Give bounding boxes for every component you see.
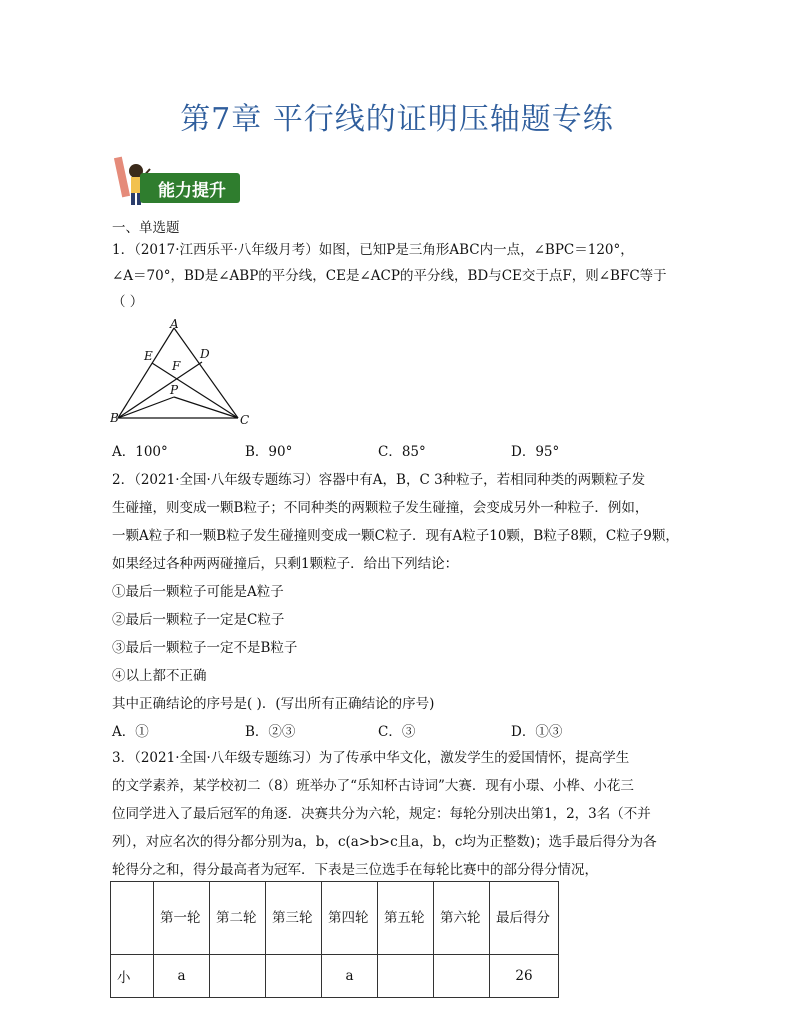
table-cell <box>378 955 434 998</box>
q2-conclusion-1: ①最后一颗粒子可能是A粒子 <box>112 584 284 600</box>
q1-line3: （ ） <box>112 294 144 310</box>
table-header-cell: 第二轮 <box>210 882 266 955</box>
label-c: C <box>240 413 250 427</box>
table-header-cell: 第六轮 <box>434 882 490 955</box>
table-header-cell: 最后得分 <box>490 882 559 955</box>
table-cell: 26 <box>490 955 559 998</box>
label-p: P <box>170 383 179 397</box>
triangle-figure <box>110 318 270 428</box>
q2-question: 其中正确结论的序号是( )．(写出所有正确结论的序号) <box>112 696 435 712</box>
table-header-cell: 第五轮 <box>378 882 434 955</box>
q1-option-b: B．90° <box>245 444 293 460</box>
q2-conclusion-4: ④以上都不正确 <box>112 668 207 684</box>
label-f: F <box>172 359 181 373</box>
q1-option-a: A．100° <box>112 444 168 460</box>
table-cell <box>266 955 322 998</box>
q2-line2: 生碰撞，则变成一颗B粒子；不同种类的两颗粒子发生碰撞，会变成另外一种粒子．例如， <box>112 500 649 516</box>
section-heading: 一、单选题 <box>112 220 180 236</box>
table-header-cell: 第四轮 <box>322 882 378 955</box>
q2-option-a: A．① <box>112 724 149 740</box>
label-b: B <box>110 411 119 425</box>
table-cell <box>210 955 266 998</box>
table-cell: a <box>154 955 210 998</box>
page-title: 第7章 平行线的证明压轴题专练 <box>180 102 614 137</box>
q1-line2: ∠A＝70°，BD是∠ABP的平分线，CE是∠ACP的平分线，BD与CE交于点F，则∠BFC等于 <box>112 268 667 284</box>
label-d: D <box>200 347 210 361</box>
q3-line1: 3．（2021·全国·八年级专题练习）为了传承中华文化，激发学生的爱国情怀，提高学生 <box>112 750 630 766</box>
table-cell: 小 <box>111 955 154 998</box>
q3-line5: 轮得分之和，得分最高者为冠军．下表是三位选手在每轮比赛中的部分得分情况， <box>112 862 598 878</box>
table-cell <box>434 955 490 998</box>
q2-line4: 如果经过各种两两碰撞后，只剩1颗粒子．给出下列结论： <box>112 556 459 572</box>
table-header-cell <box>111 882 154 955</box>
q3-line4: 列），对应名次的得分都分别为a，b，c(a>b>c且a，b，c均为正整数)；选手最后得分为各 <box>112 834 657 850</box>
q2-option-d: D．①③ <box>511 724 563 740</box>
q2-line3: 一颗A粒子和一颗B粒子发生碰撞则变成一颗C粒子．现有A粒子10颗，B粒子8颗，C粒子9颗， <box>112 528 679 544</box>
table-header-row <box>111 882 559 955</box>
q1-option-c: C．85° <box>378 444 426 460</box>
q1-line1: 1．（2017·江西乐平·八年级月考）如图，已知P是三角形ABC内一点，∠BPC＝120°， <box>112 242 634 258</box>
table-row <box>111 955 559 998</box>
table-cell: a <box>322 955 378 998</box>
q1-option-d: D．95° <box>511 444 560 460</box>
label-e: E <box>144 349 153 363</box>
q2-conclusion-3: ③最后一颗粒子一定不是B粒子 <box>112 640 298 656</box>
label-a: A <box>170 318 179 331</box>
badge-label: 能力提升 <box>158 181 226 201</box>
table-header-cell: 第三轮 <box>266 882 322 955</box>
score-table <box>110 881 559 998</box>
q2-option-c: C．③ <box>378 724 416 740</box>
q2-line1: 2．（2021·全国·八年级专题练习）容器中有A，B，C 3种粒子，若相同种类的两颗粒子发 <box>112 472 646 488</box>
ability-badge <box>110 155 242 207</box>
q2-conclusion-2: ②最后一颗粒子一定是C粒子 <box>112 612 285 628</box>
q3-line2: 的文学素养，某学校初二（8）班举办了“乐知杯古诗词”大赛．现有小璟、小桦、小花三 <box>112 778 634 794</box>
q2-option-b: B．②③ <box>245 724 296 740</box>
q3-line3: 位同学进入了最后冠军的角逐．决赛共分为六轮，规定：每轮分别决出第1，2，3名（不并 <box>112 806 651 822</box>
table-header-cell: 第一轮 <box>154 882 210 955</box>
